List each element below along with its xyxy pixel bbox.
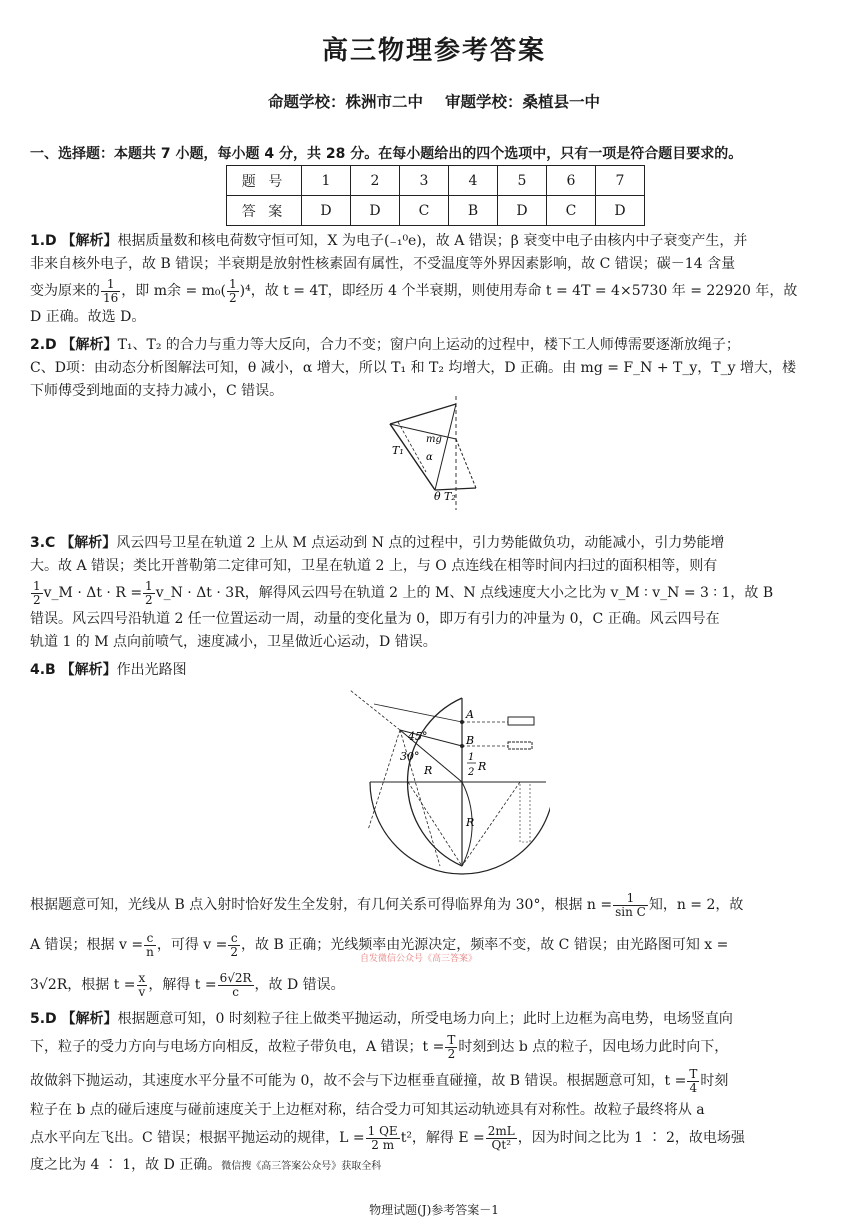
fig-label: α (426, 452, 433, 463)
fig-label: T₁ (392, 444, 404, 457)
fig-label: B (466, 734, 475, 747)
page-footer: 物理试题(J)参考答案－1 (369, 1203, 499, 1217)
fraction: $\frac{6√2R}{c}$ (219, 970, 252, 999)
table-cell: 7 (596, 166, 645, 196)
table-cell: 3 (400, 166, 449, 196)
row-label-number: 题 号 (227, 166, 302, 196)
fraction: $\frac{1}{2}$ (145, 578, 153, 607)
fraction: $\frac{c}{n}$ (146, 930, 154, 959)
question-2-explanation: 2.D 【解析】T₁、T₂ 的合力与重力等大反向，合力不变；窗户向上运动的过程中，楼下工人师傅需要逐渐放绳子； C、D项：由动态分析图解法可知，θ 减小，α 增大，所以 T₁ 和 T₂ 均增大，D 正确。由 mg = F_N + T_y，T_y 增大，楼 下师傅受到地面的支持力减小，C 错误。 (30, 337, 796, 399)
question-1-explanation: 1.D 【解析】根据质量数和核电荷数守恒可知，X 为电子(₋₁⁰e)，故 A 错误；β 衰变中电子由核内中子衰变产生，并 非来自核外电子，故 B 错误；半衰期是放射性核素固有属性，不受温度等外界因素影响，故 C 错误；碳－14 含量 变为原来的 $\frac{1}{16}$ ，即 m余 = m₀( $\frac{1}{2}$ )⁴，故 t = 4T，即经历 4 个半衰期，则使用寿命 t = 4T = 4×5730 年 = 22920 年，故 D 正确。故选 D。 (30, 233, 798, 325)
school-info (0, 90, 868, 112)
table-cell: 5 (498, 166, 547, 196)
fraction: $\frac{2mL}{\text{Qt²}}$ (487, 1123, 515, 1152)
question-5-explanation: 5.D 【解析】根据题意可知，0 时刻粒子往上做类平抛运动，所受电场力向上；此时上边框为高电势，电场竖直向 下，粒子的受力方向与电场方向相反，故粒子带负电，A 错误；t = $\frac{T}{2}$ 时刻到达 b 点的粒子，因电场力此时向下， 故做斜下抛运动，其速度水平分量不可能为 0，故不会与下边框垂直碰撞，故 B 错误。根据题意可知，t = $\frac{T}{4}$ 时刻 粒子在 b 点的碰后速度与碰前速度关于上边框对称，结合受力可知其运动轨迹具有对称性。故粒子最终将从 a 点水平向左飞出。C 错误；根据平抛运动的规律，L = $\frac{1 QE}{2 m}$ t²，解得 E = $\frac{2mL}{\text{Qt²}}$ ，因为时间之比为 1 ∶ 2，故电场强 度之比为 4 ∶ 1，故 D 正确。微信搜《高三答案公众号》获取全科 (30, 1011, 745, 1173)
q5-lead: 5.D 【解析】 (30, 1011, 118, 1027)
fig-label: 30° (400, 750, 420, 763)
fig-label: R (466, 816, 475, 829)
table-cell: D (596, 196, 645, 226)
table-cell: 6 (547, 166, 596, 196)
reviewing-school: 审题学校：桑植县一中 (445, 93, 601, 111)
table-row-numbers (227, 166, 645, 196)
section-heading: 一、选择题：本题共 7 小题，每小题 4 分，共 28 分。在每小题给出的四个选项中，只有一项是符合题目要求的。 (30, 146, 743, 162)
table-cell: D (351, 196, 400, 226)
table-cell: 4 (449, 166, 498, 196)
fig-label: T₂ (444, 490, 456, 503)
table-cell: D (498, 196, 547, 226)
fraction: $\frac{1 QE}{2 m}$ (367, 1123, 398, 1152)
table-cell: 2 (351, 166, 400, 196)
fraction: $\frac{1}{2}$ (33, 578, 41, 607)
fig-label: mg (426, 434, 442, 445)
fig-label: 2 (468, 767, 475, 778)
table-cell: 1 (302, 166, 351, 196)
fraction: $\frac{1}{16}$ (103, 276, 119, 305)
page-title: 高三物理参考答案 (321, 36, 546, 66)
fraction: $\frac{T}{2}$ (447, 1032, 456, 1061)
fraction: $\frac{1}{\text{sin C}}$ (615, 890, 646, 919)
table-row-answers (227, 196, 645, 226)
force-diagram (380, 394, 490, 512)
row-label-answer: 答 案 (227, 196, 302, 226)
fraction: $\frac{1}{2}$ (229, 276, 237, 305)
fig-label: A (466, 708, 474, 721)
fraction: $\frac{c}{2}$ (230, 930, 239, 959)
fraction: $\frac{x}{v}$ (138, 970, 146, 999)
fig-label: R (424, 764, 433, 777)
fig-label: 1 (468, 752, 475, 763)
fraction: $\frac{T}{4}$ (689, 1066, 698, 1095)
table-cell: C (547, 196, 596, 226)
q1-lead: 1.D 【解析】 (30, 233, 118, 249)
question-4-explanation: 4.B 【解析】作出光路图 (30, 662, 187, 678)
q4-lead: 4.B 【解析】 (30, 662, 117, 678)
answer-table (226, 165, 645, 226)
fig-label: 45° (408, 730, 428, 743)
question-3-explanation: 3.C 【解析】风云四号卫星在轨道 2 上从 M 点运动到 N 点的过程中，引力势能做负功，动能减小，引力势能增 大。故 A 错误；类比开普勒第二定律可知，卫星在轨道 2 上，与 O 点连线在相等时间内扫过的面积相等，则有 $\frac{1}{2}$ v_M · Δt · R = $\frac{1}{2}$ v_N · Δt · 3R，解得风云四号在轨道 2 上的 M、N 点线速度大小之比为 v_M ∶ v_N = 3 ∶ 1，故 B 错误。风云四号沿轨道 2 任一位置运动一周，动量的变化量为 0，即万有引力的冲量为 0，C 正确。风云四号在 轨道 1 的 M 点向前喷气，速度减小，卫星做近心运动，D 错误。 (30, 535, 774, 650)
table-cell: D (302, 196, 351, 226)
watermark: 自发微信公众号《高三答案》 (360, 954, 478, 964)
light-path-diagram (340, 690, 550, 880)
q3-lead: 3.C 【解析】 (30, 535, 117, 551)
fig-label: R (478, 760, 487, 773)
promo-note: 微信搜《高三答案公众号》获取全科 (221, 1161, 382, 1172)
proposing-school: 命题学校：株洲市二中 (267, 93, 423, 111)
table-cell: B (449, 196, 498, 226)
table-cell: C (400, 196, 449, 226)
q2-lead: 2.D 【解析】 (30, 337, 118, 353)
question-4-explanation-cont: 根据题意可知，光线从 B 点入射时恰好发生全发射，有几何关系可得临界角为 30°，根据 n = $\frac{1}{\text{sin C}}$ 知，n = 2，故 A 错误；根据 v = $\frac{c}{n}$ ，可得 v = $\frac{c}{2}$ ，故 B 正确；光线频率由光源决定，频率不变，故 C 错误；由光路图可知 x = 自发微信公众号《高三答案》 3√2R，根据 t = $\frac{x}{v}$ ，解得 t = $\frac{6√2R}{c}$ ，故 D 错误。 (30, 890, 744, 999)
fig-label: θ (434, 490, 441, 503)
